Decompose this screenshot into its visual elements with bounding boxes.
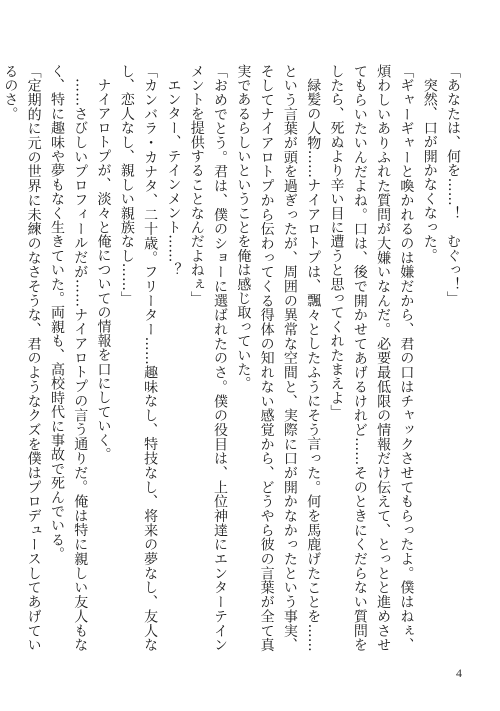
page-body-text — [2, 64, 464, 652]
page-number: 4 — [456, 666, 462, 680]
paragraph-7: 「カンバラ・カナタ、二十歳。フリーター……趣味なし、特技なし、将来の夢なし、友人なし、恋人なし、親しい親族なし……」 — [118, 64, 159, 652]
paragraph-2: 突然、口が開かなくなった。 — [421, 78, 438, 263]
paragraph-10: 「定期的に元の世界に未練のなさそうな、君のようなクズを僕はプロデュースしてあげているのさ。 — [2, 64, 42, 652]
paragraph-3: 「ギャーギャーと喚かれるのは嫌だから、君の口はチャックさせてもらったよ。僕はねぇ、煩わしいありふれた質問が大嫌いなんだ。必要最低限の情報だけ伝えて、とっとと進めさせてもらいたいんだよね。口は、後で開かせてあげるけれど……そのときにくだらない質問をしたら、死ぬより辛い目に遭うと思ってくれたまえよ」 — [328, 64, 415, 652]
paragraph-1: 「あなたは、何を……！ むぐっ！」 — [445, 64, 461, 306]
paragraph-6: エンター、テインメント……？ — [165, 78, 182, 277]
paragraph-9: ……さびしいプロフィールだが……ナイアロトプの言う通りだ。俺は特に親しい友人もなく、特に趣味や夢もなく生きていた。両親も、高校時代に事故で死んでいる。 — [48, 64, 89, 652]
paragraph-8: ナイアロトプが、淡々と俺についての情報を口にしていく。 — [95, 78, 112, 462]
paragraph-5: 「おめでとう。君は、僕のショーに選ばれたのさ。僕の役目は、上位神達にエンターテインメントを提供することなんだよねぇ」 — [188, 64, 229, 652]
paragraph-4: 緑髪の人物……ナイアロトプは、飄々としたふうにそう言った。何を馬鹿げたことを……という言葉が頭を過ぎったが、周囲の異常な空間と、実際に口が開かなかったという事実、そしてナイアロトプから伝わってくる得体の知れない感覚から、どうやら彼の言葉が全て真実であるらしいということを俺は感じ取っていた。 — [235, 64, 322, 652]
